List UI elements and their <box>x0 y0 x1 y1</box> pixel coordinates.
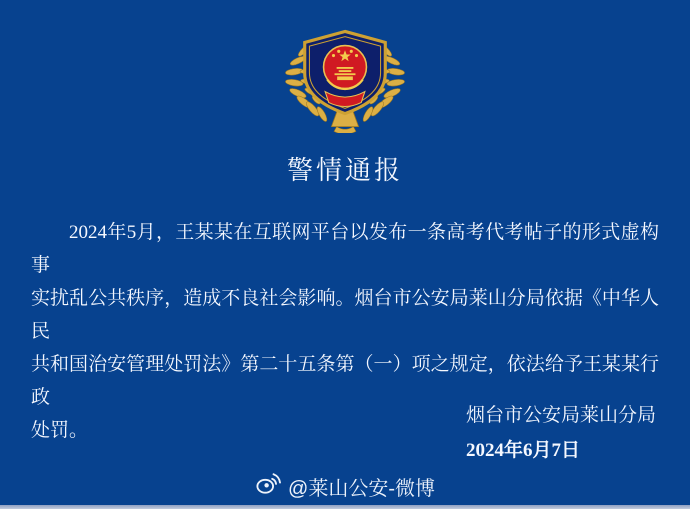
police-emblem-icon <box>277 23 413 133</box>
body-line-2: 实扰乱公共秩序，造成不良社会影响。烟台市公安局莱山分局依据《中华人民 <box>31 288 659 342</box>
signature-date: 2024年6月7日 <box>466 440 581 461</box>
body-line-4: 处罚。 <box>31 420 89 441</box>
watermark-label: @莱山公安-微博 <box>288 477 435 500</box>
body-line-1: 2024年5月，王某某在互联网平台以发布一条高考代考帖子的形式虚构事 <box>31 222 659 276</box>
weibo-icon <box>255 471 281 501</box>
bottom-edge-strip <box>0 505 690 509</box>
signature-authority: 烟台市公安局莱山分局 <box>466 405 657 426</box>
watermark <box>0 471 690 501</box>
notice-title: 警情通报 <box>286 156 403 185</box>
body-line-3: 共和国治安管理处罚法》第二十五条第（一）项之规定，依法给予王某某行政 <box>31 354 659 408</box>
signature-block <box>466 398 656 468</box>
